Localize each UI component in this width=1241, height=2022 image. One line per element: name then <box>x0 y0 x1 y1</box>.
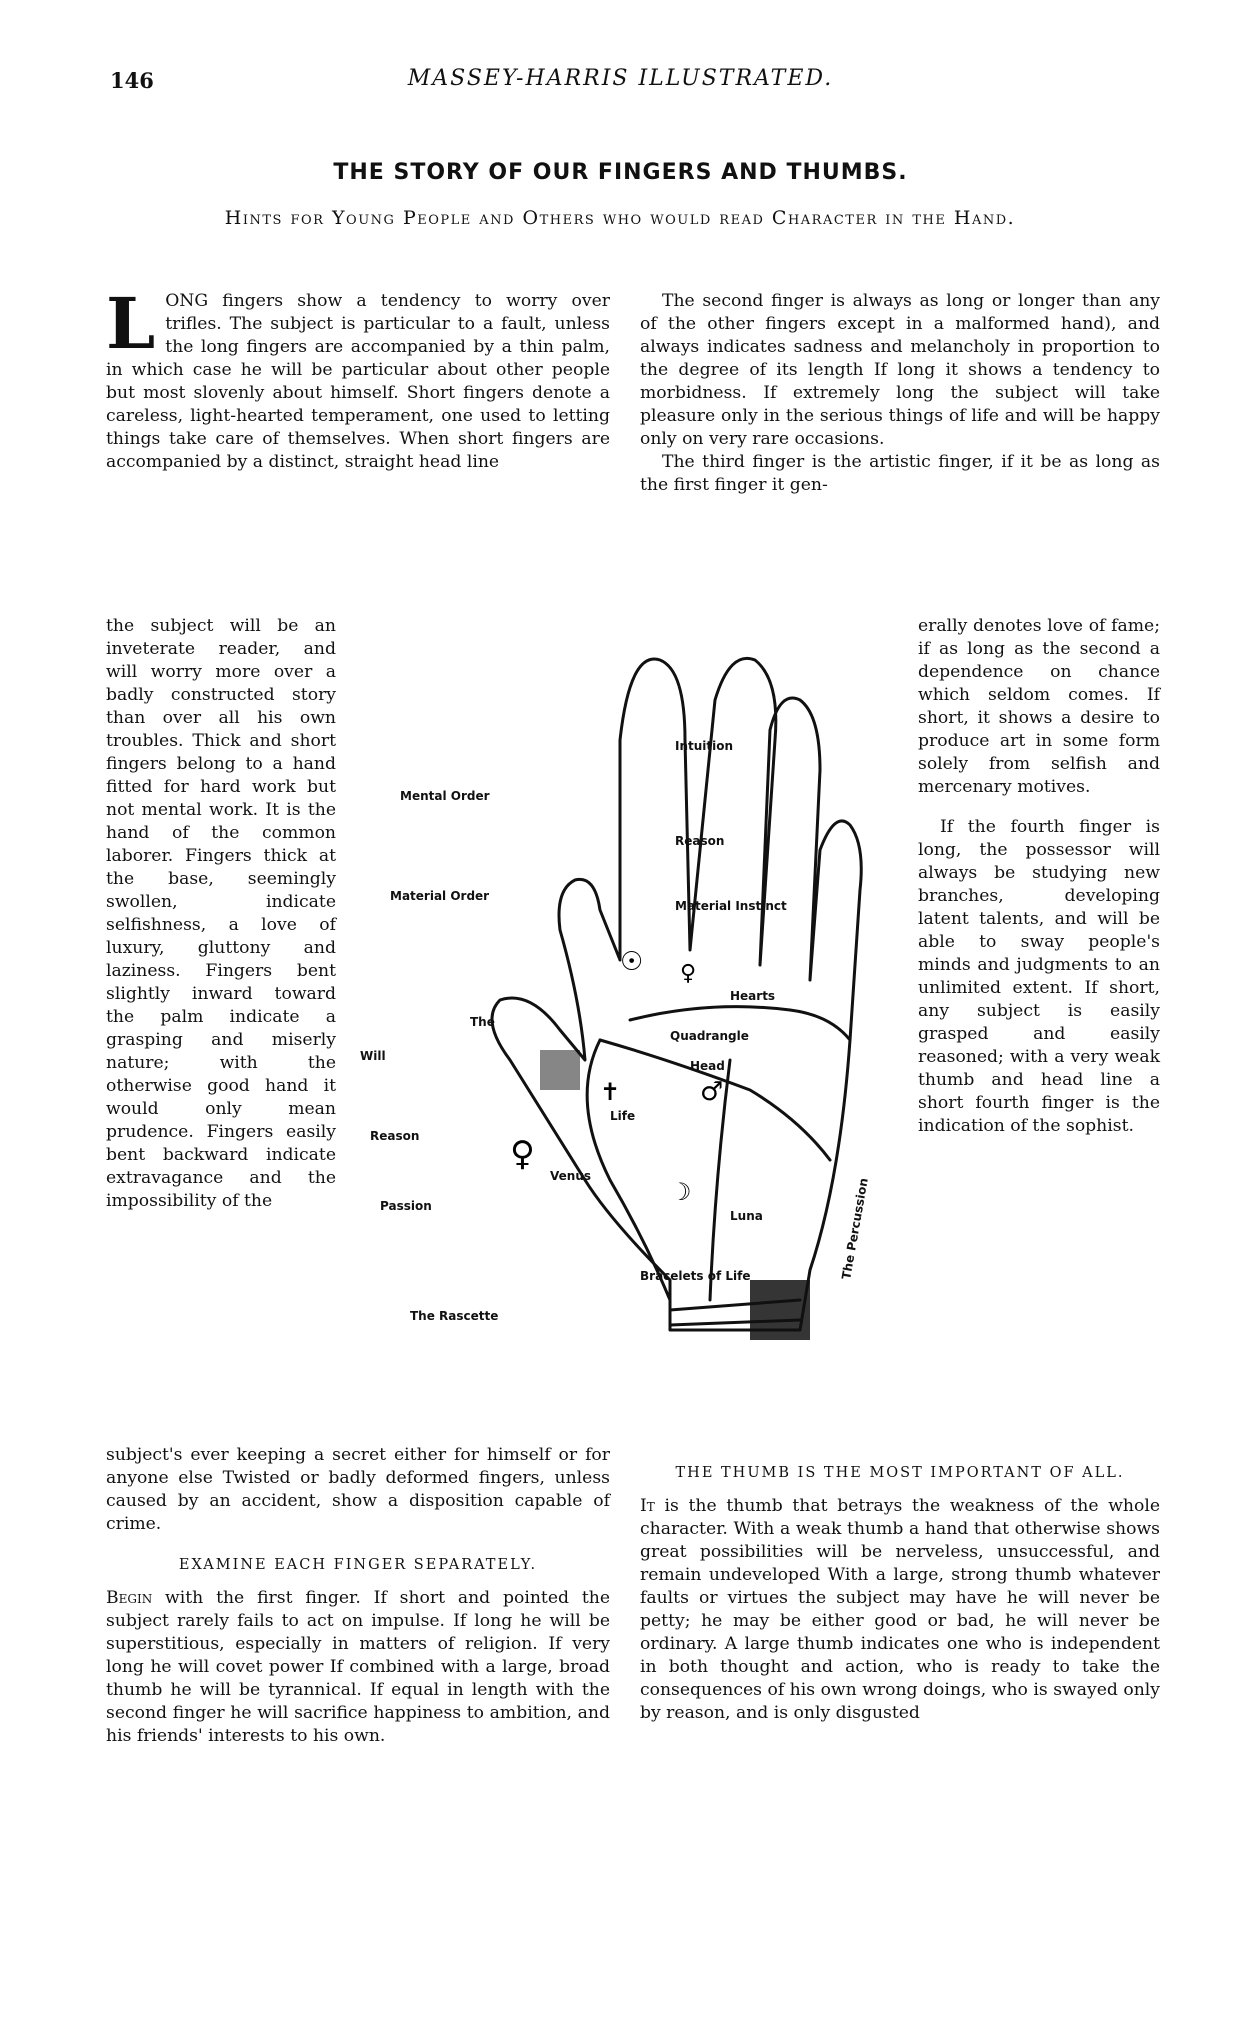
section-heading-thumb: THE THUMB IS THE MOST IMPORTANT OF ALL. <box>675 1465 1125 1481</box>
label-the: The <box>470 1015 495 1029</box>
label-bracelets: Bracelets of Life <box>640 1269 751 1283</box>
label-percussion: The Percussion <box>839 1176 871 1281</box>
label-passion: Passion <box>380 1199 432 1213</box>
examine-paragraph <box>106 1587 610 1748</box>
examine-text: with the first finger. If short and pointed the subject rarely fails to act on impulse. If long he will be superstitious, especially in matters of religion. If very long he will covet power If combined with a large, broad thumb he will be tyrannical. If equal in length with the second finger he will sacrifice happiness to ambition, and his friends' interests to his own. <box>106 1588 610 1746</box>
label-material-instinct: Material Instinct <box>675 899 787 913</box>
page-number: 146 <box>110 68 154 93</box>
right-narrow-column <box>918 598 1160 1156</box>
label-reason-top: Reason <box>675 834 725 848</box>
right-column-top <box>640 290 1160 497</box>
label-head: Head <box>690 1059 725 1073</box>
label-life: Life <box>610 1109 636 1123</box>
running-header: MASSEY-HARRIS ILLUSTRATED. <box>407 66 834 91</box>
third-finger-continued: erally denotes love of fame; if as long as the second a dependence on chance which seldom comes. If short, it shows a desire to produce art in some form solely from selfish and mercenary motives. <box>918 616 1160 798</box>
venus-symbol-small-icon: ♀ <box>680 961 697 986</box>
label-intuition: Intuition <box>675 739 734 753</box>
second-finger-paragraph: The second finger is always as long or longer than any of the other fingers except in a malformed hand), and always indicates sadness and melancholy in proportion to the degree of its length If long it shows a tendency to morbidness. If extremely long the subject will take pleasure only in the serious things of life and will be happy only on very rare occasions. <box>640 291 1160 449</box>
right-column-bottom <box>640 1444 1160 1725</box>
drop-cap: L <box>106 282 156 365</box>
label-will: Will <box>360 1049 386 1063</box>
left-top-paragraph: ONG fingers show a tendency to worry over trifles. The subject is particular to a fault, unless the long fingers are accompanied by a thin palm, in which case he will be particular about other people but most slovenly about himself. Short fingers denote a careless, light-hearted temperament, one used to letting things take care of themselves. When short fingers are accompanied by a distinct, straight head line <box>106 291 610 472</box>
thumb-shading <box>540 1050 580 1090</box>
label-mental-order: Mental Order <box>400 789 490 803</box>
examine-lead: Begin <box>106 1588 153 1608</box>
fourth-finger-paragraph: If the fourth finger is long, the possessor will always be studying new branches, developing latent talents, and will be able to sway people's minds and judgments to an unlimited extent. If short, any subject is easily grasped and easily reasoned; with a very weak thumb and head line a short fourth finger is the indication of the sophist. <box>918 817 1160 1137</box>
sun-symbol-icon: ☉ <box>620 947 644 977</box>
left-narrow-column <box>106 598 336 1230</box>
thumb-text: is the thumb that betrays the weakness of the whole character. With a weak thumb a hand that otherwise shows great possibilities will be nerveless, unsuccessful, and remain undeveloped With a large, strong thumb whatever faults or virtues the subject may have he will never be petty; he may be either good or bad, he will never be ordinary. A large thumb indicates one who is independent in both thought and action, who is ready to take the consequences of his own wrong doings, who is swayed only by reason, and is only disgusted <box>640 1496 1160 1723</box>
moon-symbol-icon: ☽ <box>670 1178 692 1206</box>
label-reason: Reason <box>370 1129 420 1143</box>
label-venus: Venus <box>550 1169 591 1183</box>
hand-outline <box>492 658 861 1330</box>
cross-symbol-icon: ✝ <box>600 1078 621 1106</box>
venus-symbol-icon: ♀ <box>510 1134 535 1174</box>
palm-diagram <box>360 620 910 1440</box>
article-title: THE STORY OF OUR FINGERS AND THUMBS. <box>333 160 908 185</box>
label-hearts: Hearts <box>730 989 776 1003</box>
label-quadrangle: Quadrangle <box>670 1029 749 1043</box>
wrist-shading <box>750 1280 810 1340</box>
label-material-order: Material Order <box>390 889 490 903</box>
left-column-bottom <box>106 1444 610 1748</box>
section-heading-examine: EXAMINE EACH FINGER SEPARATELY. <box>178 1557 538 1573</box>
left-narrow-paragraph: the subject will be an inveterate reader, and will worry more over a badly constructed story than over all his own troubles. Thick and short fingers belong to a hand fitted for hard work but not mental work. It is the hand of the common laborer. Fingers thick at the base, seemingly swollen, indicate selfishness, a love of luxury, gluttony and laziness. Fingers bent slightly inward toward the palm indicate a grasping and miserly nature; with the otherwise good hand it would only mean prudence. Fingers easily bent backward indicate extravagance and the impossibility of the <box>106 616 336 1212</box>
label-rascette: The Rascette <box>410 1309 499 1323</box>
thumb-lead: It <box>640 1496 655 1516</box>
mars-symbol-icon: ♂ <box>700 1077 724 1107</box>
thumb-paragraph <box>640 1495 1160 1725</box>
label-luna: Luna <box>730 1209 763 1223</box>
left-column-top <box>106 282 610 474</box>
third-finger-paragraph: The third finger is the artistic finger, if it be as long as the first finger it gen- <box>640 452 1160 495</box>
left-bottom-paragraph: subject's ever keeping a secret either for himself or for anyone else Twisted or badly deformed fingers, unless caused by an accident, show a disposition capable of crime. <box>106 1445 610 1534</box>
article-subtitle: Hints for Young People and Others who would read Character in the Hand. <box>224 207 1016 229</box>
